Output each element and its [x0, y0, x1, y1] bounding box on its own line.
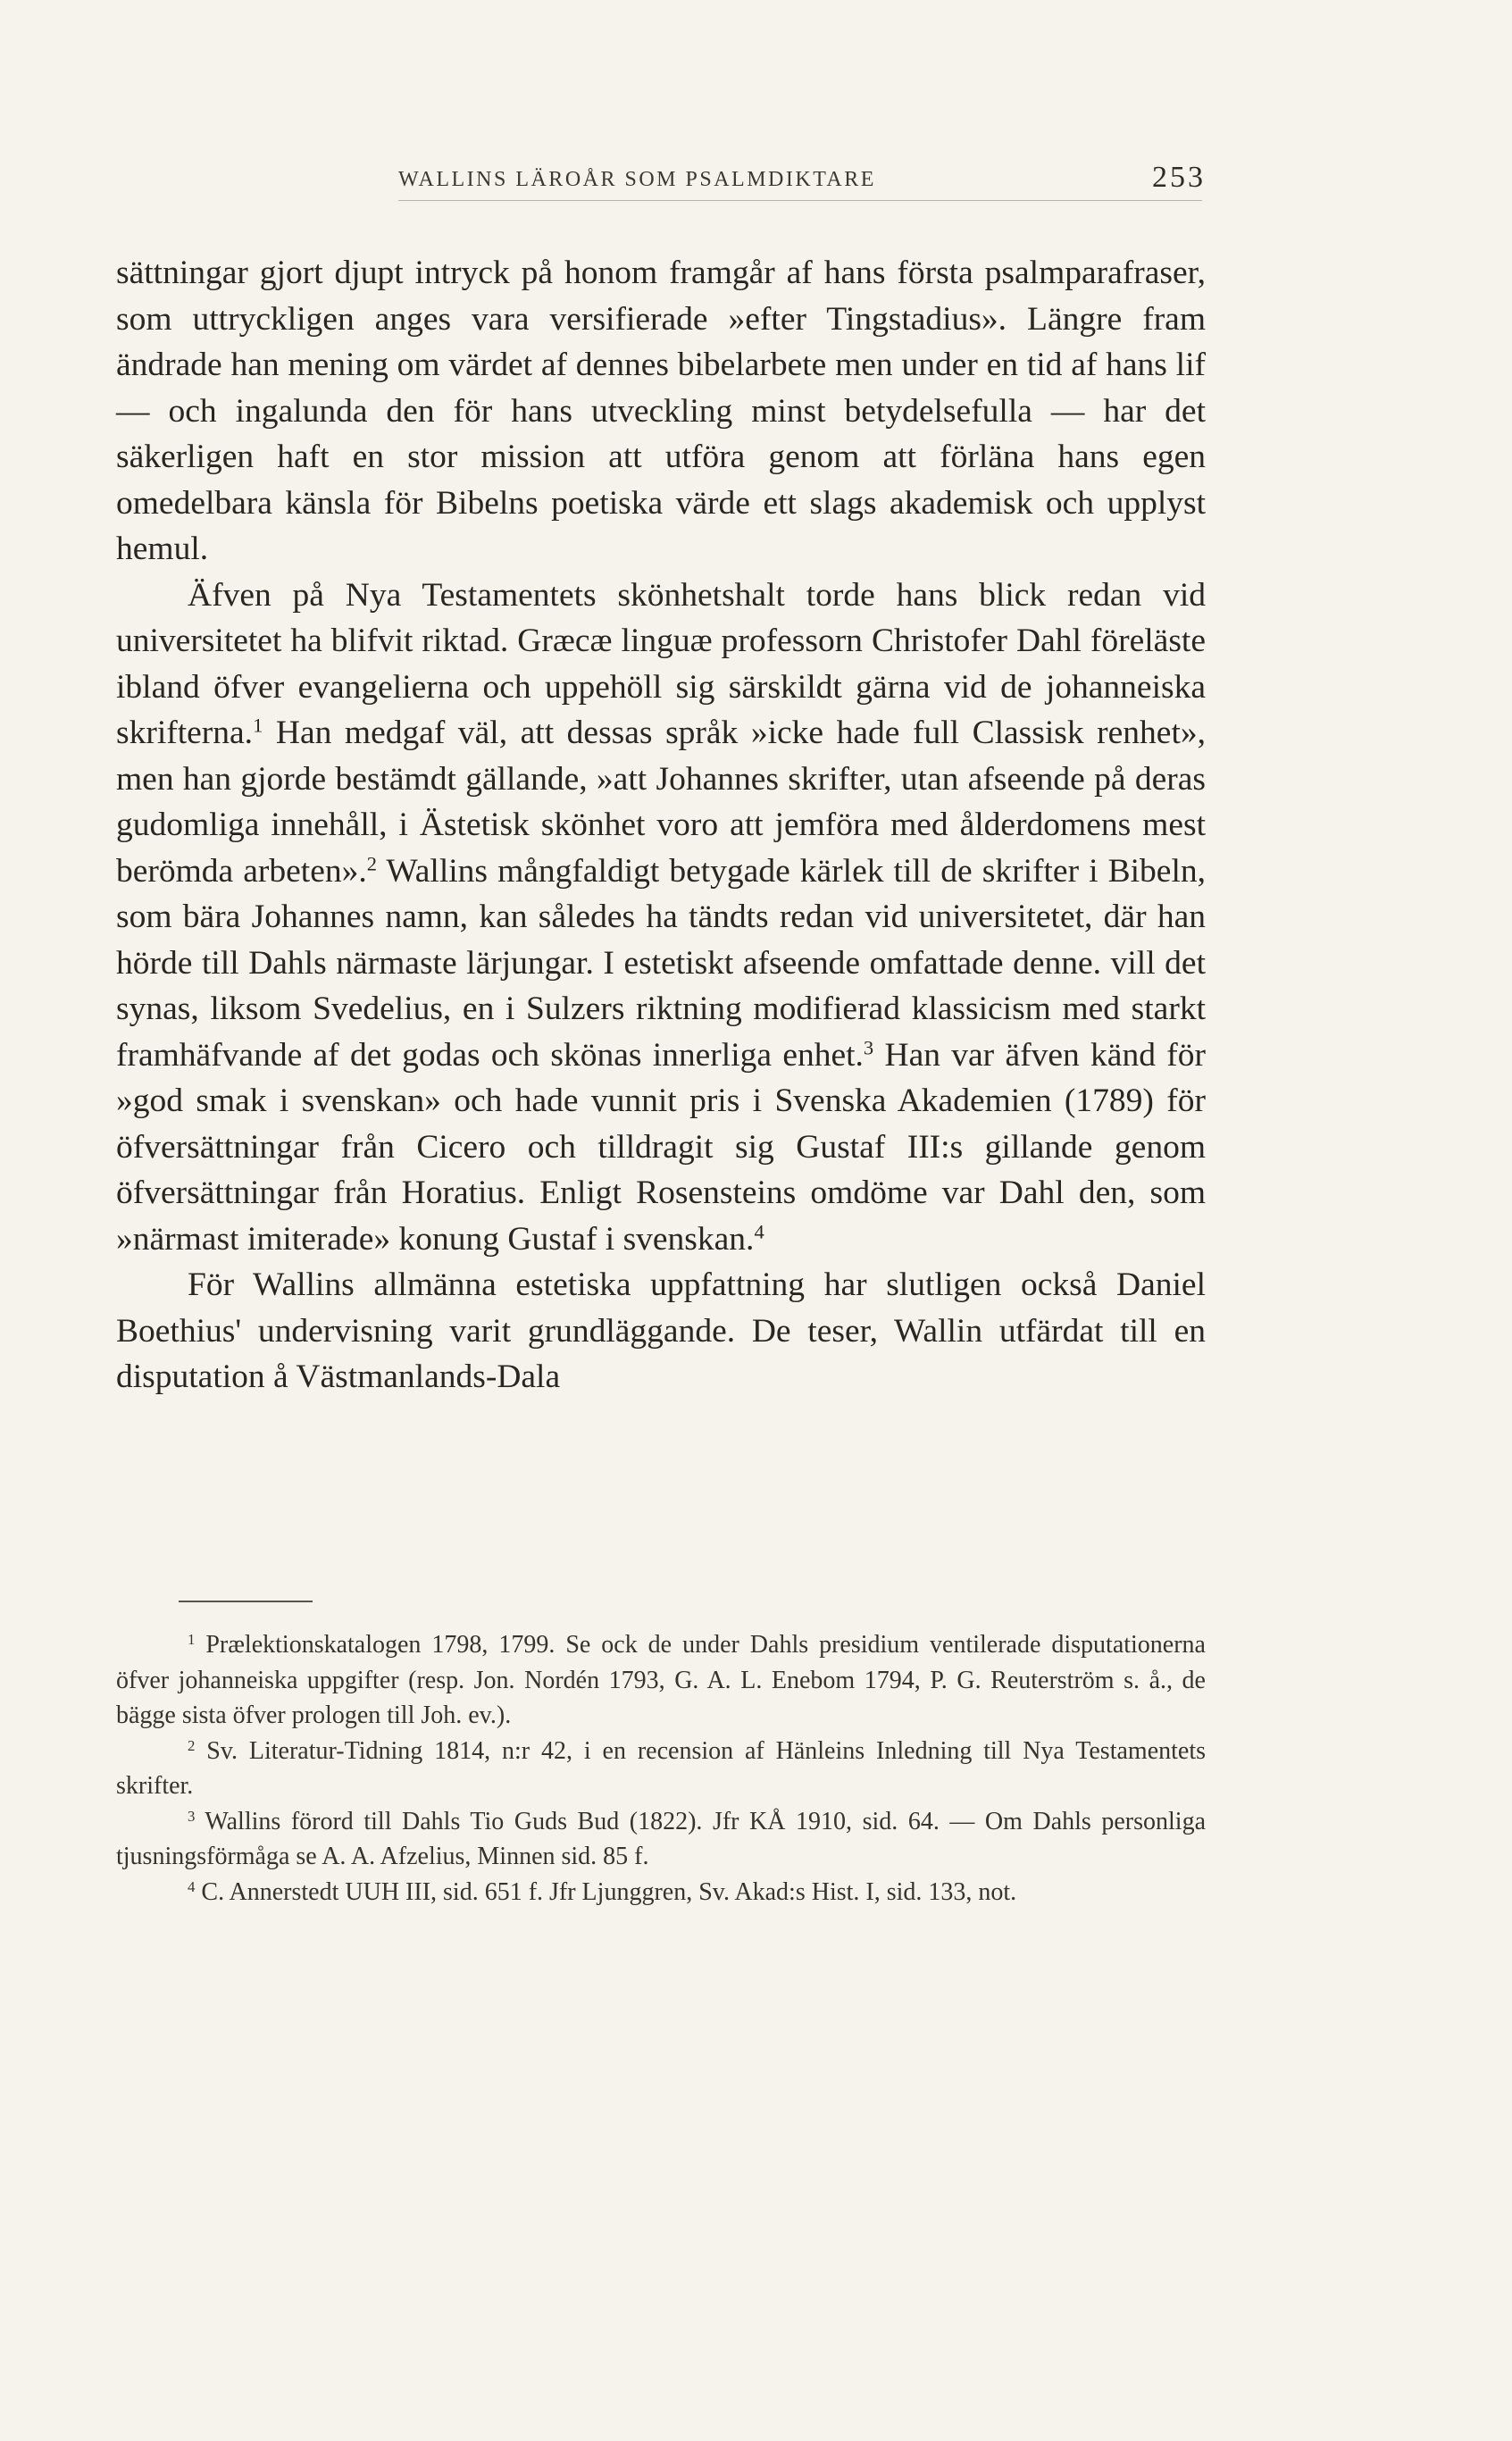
paragraph-2-part-c: Wallins mångfaldigt betygade kärlek till de skrifter i Bibeln, som bära Johannes namn, kan således ha tändts redan vid universitetet, där han hörde till Dahls närmaste lärjungar. I estetiskt afseende omfattade denne. vill det synas, liksom Svedelius, en i Sulzers riktning modifierad klassicism med starkt framhäfvande af det godas och skönas innerliga enhet.: [116, 852, 1206, 1074]
footnote-mark-2: 2: [188, 1736, 196, 1754]
main-text: [116, 250, 1206, 1400]
footnote-2: [116, 1734, 1206, 1804]
footnote-ref-2: 2: [366, 852, 377, 875]
paragraph-2-part-b: Han medgaf väl, att dessas språk »icke hade full Classisk renhet», men han gjorde bestämdt gällande, »att Johannes skrifter, utan afseende på deras gudomliga innehåll, i Ästetisk skönhet voro att jemföra med ålderdomens mest berömda arbeten».: [116, 715, 1206, 890]
footnote-ref-1: 1: [253, 714, 263, 737]
footnote-text-2: Sv. Literatur-Tidning 1814, n:r 42, i en recension af Hänleins Inledning till Nya Testamentets skrifter.: [116, 1736, 1206, 1800]
running-title: WALLINS LÄROÅR SOM PSALMDIKTARE: [398, 168, 876, 191]
footnote-mark-1: 1: [188, 1630, 196, 1648]
paragraph-3: För Wallins allmänna estetiska uppfattning har slutligen också Daniel Boethius' undervisning varit grundläggande. De teser, Wallin utfärdat till en disputation å Västmanlands-Dala: [116, 1266, 1206, 1395]
footnote-ref-4: 4: [754, 1220, 764, 1243]
page-number: 253: [1152, 161, 1206, 194]
footnote-text-4: C. Annerstedt UUH III, sid. 651 f. Jfr Ljunggren, Sv. Akad:s Hist. I, sid. 133, not.: [195, 1877, 1017, 1906]
footnote-mark-4: 4: [188, 1877, 196, 1895]
footnote-1: [116, 1627, 1206, 1734]
footnotes: [116, 1627, 1206, 1910]
footnote-ref-3: 3: [863, 1036, 874, 1059]
paragraph-2: [116, 573, 1206, 1263]
footnote-text-3: Wallins förord till Dahls Tio Guds Bud (1822). Jfr KÅ 1910, sid. 64. — Om Dahls personliga tjusningsförmåga se A. A. Afzelius, Minnen sid. 85 f.: [116, 1807, 1206, 1870]
paragraph-1: sättningar gjort djupt intryck på honom framgår af hans första psalmparafraser, som uttryckligen anges vara versifierade »efter Tingstadius». Längre fram ändrade han mening om värdet af dennes bibelarbete men under en tid af hans lif — och ingalunda den för hans utveckling minst betydelsefulla — har det säkerligen haft en stor mission att utföra genom att förläna hans egen omedelbara känsla för Bibelns poetiska värde ett slags akademisk och upplyst hemul.: [116, 255, 1206, 567]
header-rule: [398, 200, 1202, 201]
footnote-mark-3: 3: [188, 1807, 196, 1825]
running-head: [116, 161, 1206, 214]
paragraph-2-part-d: Han var äfven känd för »god smak i svenskan» och hade vunnit pris i Svenska Akademien (1789) för öfversättningar från Cicero och tilldragit sig Gustaf III:s gillande genom öfversättningar från Horatius. Enligt Rosensteins omdöme var Dahl den, som »närmast imiterade» konung Gustaf i svenskan.: [116, 1036, 1206, 1258]
footnote-text-1: Prælektionskatalogen 1798, 1799. Se ock de under Dahls presidium ventilerade disputationerna öfver johanneiska uppgifter (resp. Jon. Nordén 1793, G. A. L. Enebom 1794, P. G. Reuterström s. å., de bägge sista öfver prologen till Joh. ev.).: [116, 1631, 1206, 1729]
footnote-separator: [179, 1601, 313, 1602]
footnote-3: [116, 1804, 1206, 1875]
paragraph-2-part-a: Äfven på Nya Testamentets skönhetshalt torde hans blick redan vid universitetet ha blifvit riktad. Græcæ linguæ professorn Christofer Dahl föreläste ibland öfver evangelierna och uppehöll sig särskildt gärna vid de johanneiska skrifterna.: [116, 576, 1206, 751]
footnote-4: [116, 1875, 1206, 1910]
